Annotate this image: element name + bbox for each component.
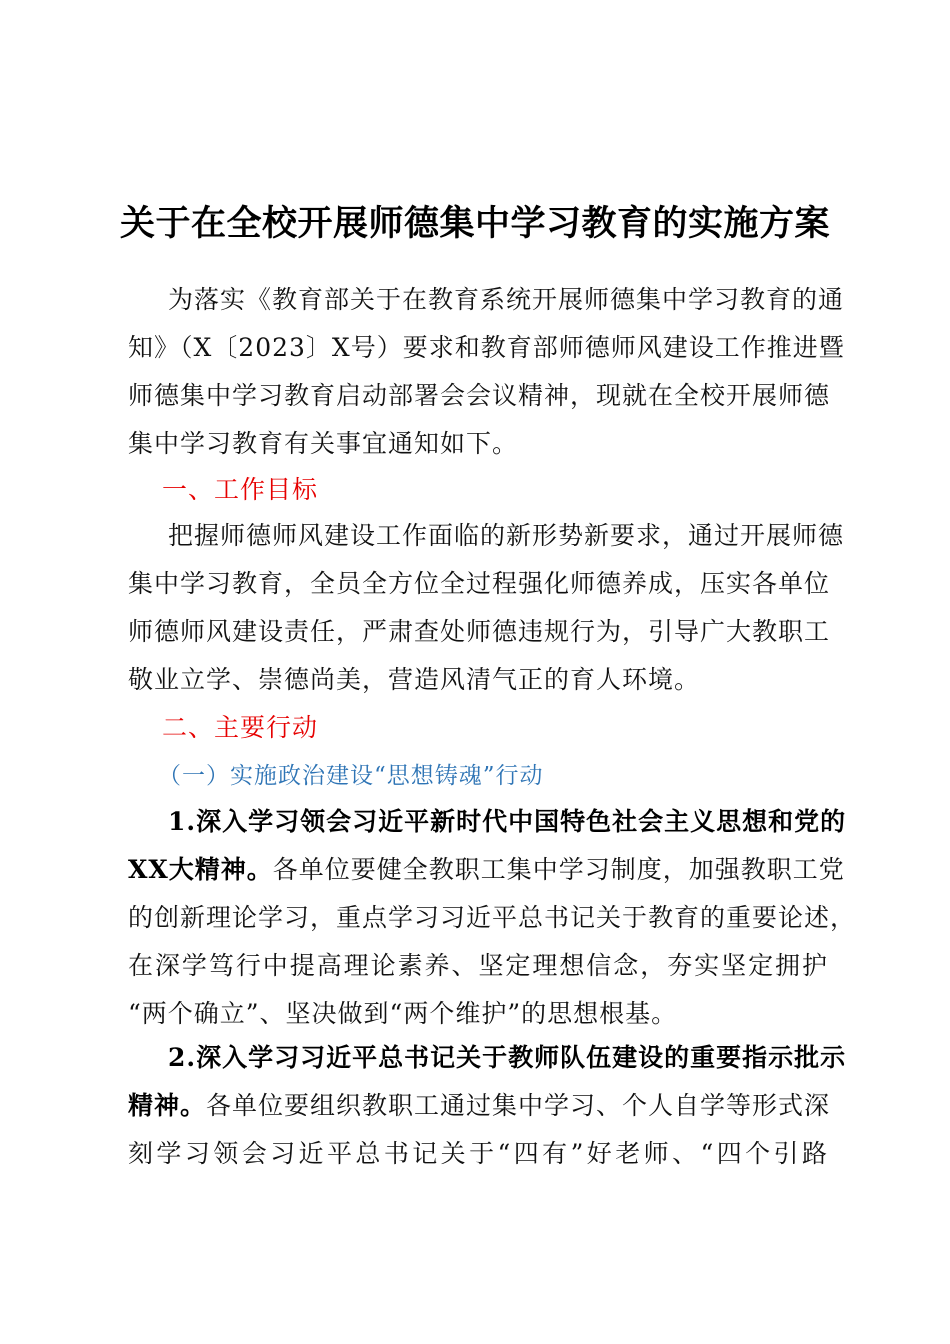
paragraph-line: 的创新理论学习，重点学习习近平总书记关于教育的重要论述， <box>128 903 857 932</box>
item-1-text: 各单位要健全教职工集中学习制度，加强教职工党 <box>272 855 845 884</box>
paragraph-line: “两个确立”、坚决做到“两个维护”的思想根基。 <box>128 999 678 1028</box>
goals-paragraph <box>128 512 845 704</box>
item-2-paragraph <box>128 1034 847 1178</box>
section-heading-actions: 二、主要行动 <box>162 713 319 742</box>
paragraph-line: 师德师风建设责任，严肃查处师德违规行为，引导广大教职工 <box>128 617 831 646</box>
paragraph-line: 敬业立学、崇德尚美，营造风清气正的育人环境。 <box>128 665 701 694</box>
paragraph-line: 在深学笃行中提高理论素养、坚定理想信念，夯实坚定拥护 <box>128 951 828 980</box>
paragraph-line: 把握师德师风建设工作面临的新形势新要求，通过开展师德 <box>168 521 845 550</box>
item-2-bold-tail: 精神。 <box>128 1091 207 1120</box>
paragraph-line: 集中学习教育，全员全方位全过程强化师德养成，压实各单位 <box>128 569 831 598</box>
paragraph-line <box>128 1082 831 1130</box>
item-1-bold-tail: XX大精神。 <box>128 855 273 884</box>
intro-paragraph <box>128 276 845 468</box>
item-2-bold-title: 2.深入学习习近平总书记关于教师队伍建设的重要指示批示 <box>168 1043 847 1072</box>
paragraph-line: 刻学习领会习近平总书记关于“四有”好老师、“四个引路 <box>128 1139 828 1168</box>
paragraph-line: 师德集中学习教育启动部署会会议精神，现就在全校开展师德 <box>128 381 831 410</box>
subsection-heading: （一）实施政治建设“思想铸魂”行动 <box>158 763 544 789</box>
document-title: 关于在全校开展师德集中学习教育的实施方案 <box>119 203 830 244</box>
paragraph-line: 集中学习教育有关事宜通知如下。 <box>128 429 519 458</box>
paragraph-line: 知》（X〔2023〕X号）要求和教育部师德师风建设工作推进暨 <box>128 333 845 362</box>
item-2-text: 各单位要组织教职工通过集中学习、个人自学等形式深 <box>206 1091 831 1120</box>
section-heading-goals: 一、工作目标 <box>162 475 319 504</box>
paragraph-line: 为落实《教育部关于在教育系统开展师德集中学习教育的通 <box>168 285 845 314</box>
item-1-paragraph <box>128 798 857 1038</box>
paragraph-line <box>128 846 845 894</box>
item-1-bold-title: 1.深入学习领会习近平新时代中国特色社会主义思想和党的 <box>168 807 847 836</box>
